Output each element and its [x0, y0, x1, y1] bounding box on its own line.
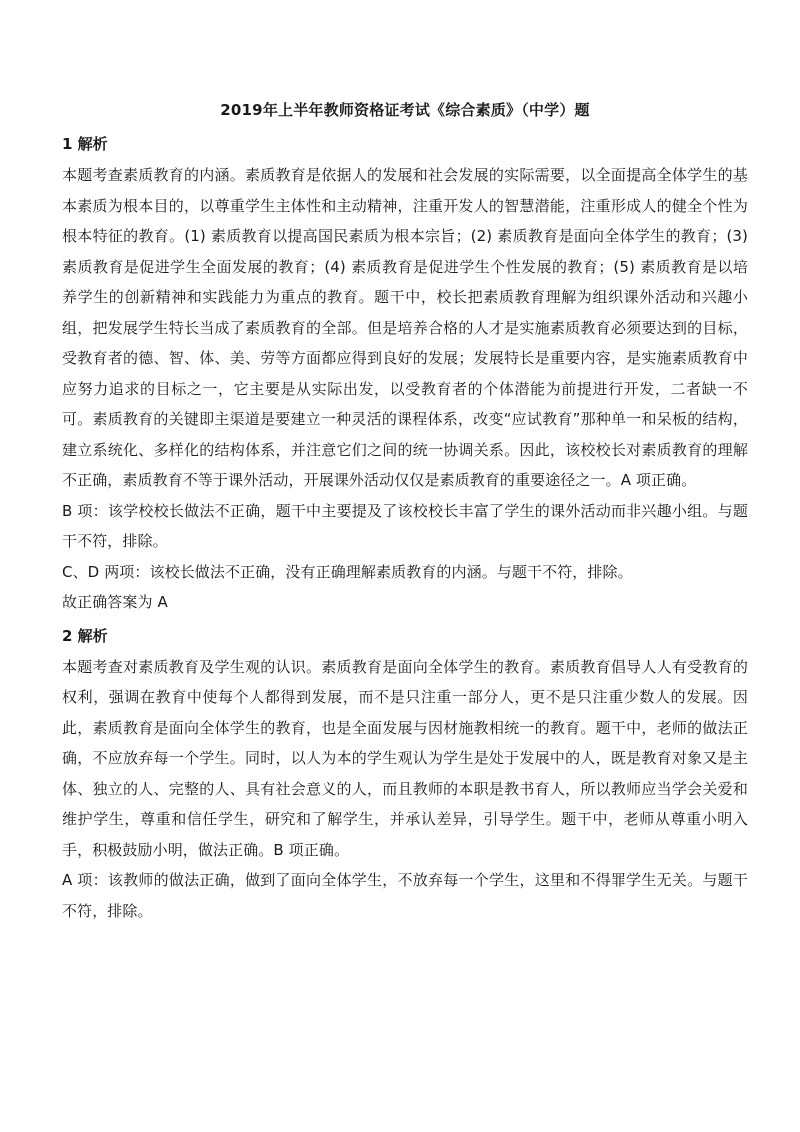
document-page [62, 98, 748, 926]
paragraph: 本题考查对素质教育及学生观的认识。素质教育是面向全体学生的教育。素质教育倡导人人有受教育的权利，强调在教育中使每个人都得到发展，而不是只注重一部分人，更不是只注重少数人的发展。因此，素质教育是面向全体学生的教育，也是全面发展与因材施教相统一的教育。题干中，老师的做法正确，不应放弃每一个学生。同时，以人为本的学生观认为学生是处于发展中的人，既是教育对象又是主体、独立的人、完整的人、具有社会意义的人，而且教师的本职是教书育人，所以教师应当学会关爱和维护学生，尊重和信任学生，研究和了解学生，并承认差异，引导学生。题干中，老师从尊重小明入手，积极鼓励小明，做法正确。B 项正确。 [62, 657, 748, 859]
section-heading: 2 解析 [62, 626, 108, 645]
paragraph: A 项：该教师的做法正确，做到了面向全体学生，不放弃每一个学生，这里和不得罪学生无关。与题干不符，排除。 [62, 871, 748, 920]
paragraph: C、D 两项：该校长做法不正确，没有正确理解素质教育的内涵。与题干不符，排除。 [62, 562, 633, 581]
section-heading: 1 解析 [62, 135, 108, 153]
document-title: 2019年上半年教师资格证考试《综合素质》（中学）题 [220, 101, 590, 119]
paragraph: B 项：该学校校长做法不正确，题干中主要提及了该校校长丰富了学生的课外活动而非兴趣小组。与题干不符，排除。 [62, 501, 748, 550]
paragraph: 故正确答案为 A [62, 593, 168, 611]
answer-section-1 [62, 132, 748, 618]
paragraph: 本题考查素质教育的内涵。素质教育是依据人的发展和社会发展的实际需要，以全面提高全体学生的基本素质为根本目的，以尊重学生主体性和主动精神，注重开发人的智慧潜能，注重形成人的健全个性为根本特征的教育。(1) 素质教育以提高国民素质为根本宗旨；(2) 素质教育是面向全体学生的教育；(3) 素质教育是促进学生全面发展的教育；(4) 素质教育是促进学生个性发展的教育；(5) 素质教育是以培养学生的创新精神和实践能力为重点的教育。题干中，校长把素质教育理解为组织课外活动和兴趣小组，把发展学生特长当成了素质教育的全部。但是培养合格的人才是实施素质教育必须要达到的目标，受教育者的德、智、体、美、劳等方面都应得到良好的发展；发展特长是重要内容，是实施素质教育中应努力追求的目标之一，它主要是从实际出发，以受教育者的个体潜能为前提进行开发，二者缺一不可。素质教育的关键即主渠道是要建立一种灵活的课程体系，改变“应试教育”那种单一和呆板的结构，建立系统化、多样化的结构体系，并注意它们之间的统一协调关系。因此，该校校长对素质教育的理解不正确，素质教育不等于课外活动，开展课外活动仅仅是素质教育的重要途径之一。A 项正确。 [62, 166, 748, 489]
answer-section-2 [62, 624, 748, 927]
